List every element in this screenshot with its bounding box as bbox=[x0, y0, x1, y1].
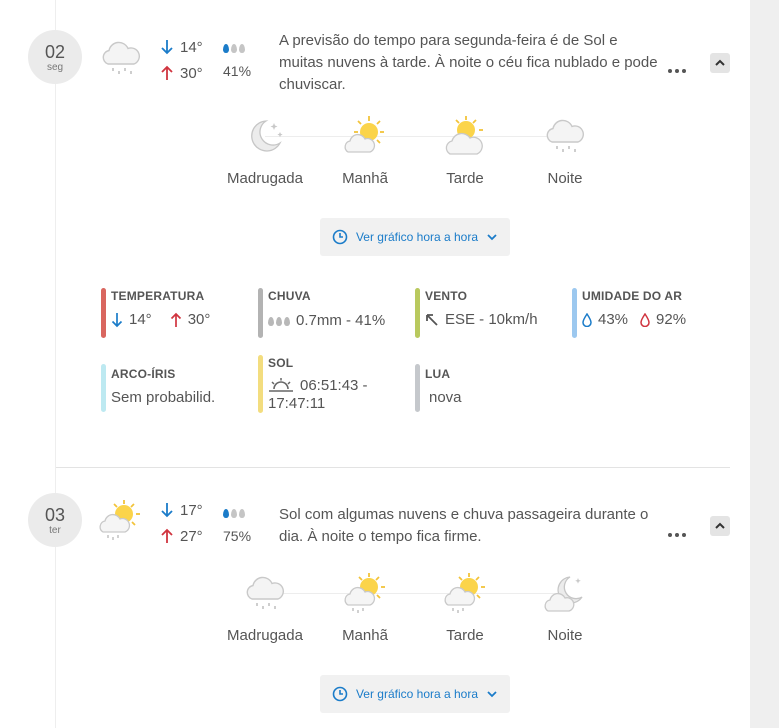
drop-outline-icon bbox=[640, 313, 650, 327]
detail-humidity bbox=[572, 288, 722, 338]
cloud-drizzle-icon bbox=[542, 114, 588, 160]
temperature-range bbox=[160, 497, 203, 549]
arrow-down-icon bbox=[160, 39, 174, 55]
humidity-min: 43% bbox=[598, 311, 629, 328]
sunrise-icon bbox=[268, 377, 294, 393]
moon-stars-icon bbox=[242, 114, 288, 160]
temp-max: 30° bbox=[187, 311, 211, 328]
date-number: 02 bbox=[44, 42, 66, 62]
period-madrugada bbox=[215, 571, 315, 644]
humidity-max: 92% bbox=[656, 311, 687, 328]
period-forecast bbox=[215, 571, 615, 651]
sun-cloud-icon bbox=[442, 114, 488, 160]
hourly-chart-label: Ver gráfico hora a hora bbox=[355, 687, 479, 701]
clock-icon bbox=[332, 686, 348, 702]
period-label: Manhã bbox=[342, 627, 388, 644]
sun-times: 06:51:43 - 17:47:11 bbox=[268, 377, 368, 412]
period-label: Madrugada bbox=[227, 627, 303, 644]
detail-title: UMIDADE DO AR bbox=[582, 289, 683, 303]
detail-value bbox=[582, 310, 722, 330]
rain-drops-icon bbox=[268, 310, 290, 332]
arrow-down-icon bbox=[111, 312, 123, 328]
chevron-up-icon bbox=[710, 516, 730, 536]
period-tarde bbox=[415, 114, 515, 187]
period-forecast bbox=[215, 114, 615, 194]
date-badge bbox=[28, 493, 82, 547]
cloud-drizzle-icon bbox=[242, 571, 288, 617]
period-label: Madrugada bbox=[227, 170, 303, 187]
temp-min: 17° bbox=[180, 501, 203, 519]
hourly-chart-button[interactable] bbox=[320, 675, 510, 713]
period-noite bbox=[515, 571, 615, 644]
detail-value bbox=[268, 310, 413, 332]
detail-value bbox=[111, 310, 251, 330]
arrow-up-icon bbox=[170, 312, 182, 328]
hourly-chart-button[interactable] bbox=[320, 218, 510, 256]
temp-max: 30° bbox=[180, 64, 203, 82]
period-manha bbox=[315, 114, 415, 187]
rain-value: 0.7mm - 41% bbox=[296, 312, 386, 329]
detail-title: ARCO-ÍRIS bbox=[111, 367, 176, 381]
drop-outline-icon bbox=[582, 313, 592, 327]
detail-title: VENTO bbox=[425, 289, 468, 303]
detail-temperature bbox=[101, 288, 251, 338]
chevron-up-icon bbox=[710, 53, 730, 73]
date-weekday: ter bbox=[49, 525, 61, 536]
date-badge bbox=[28, 30, 82, 84]
detail-value: Sem probabilid. bbox=[111, 389, 216, 406]
detail-rain bbox=[258, 288, 413, 338]
day-card bbox=[0, 468, 750, 728]
date-weekday: seg bbox=[46, 62, 64, 73]
cloud-drizzle-icon bbox=[98, 36, 144, 82]
sun-cloud-icon bbox=[342, 114, 388, 160]
detail-title: LUA bbox=[425, 367, 451, 381]
period-tarde bbox=[415, 571, 515, 644]
rain-prob-value: 75% bbox=[223, 528, 252, 544]
period-manha bbox=[315, 571, 415, 644]
forecast-summary: Sol com algumas nuvens e chuva passageira durante o dia. À noite o tempo fica firme. bbox=[279, 506, 649, 545]
wind-value: ESE - 10km/h bbox=[445, 311, 538, 328]
collapse-button[interactable] bbox=[710, 516, 730, 536]
page-gutter bbox=[750, 0, 779, 728]
hourly-chart-label: Ver gráfico hora a hora bbox=[355, 230, 479, 244]
detail-value: nova bbox=[429, 389, 462, 406]
rain-probability bbox=[223, 37, 251, 79]
temp-min: 14° bbox=[129, 311, 152, 328]
moon-cloud-icon bbox=[542, 571, 588, 617]
temp-max: 27° bbox=[180, 527, 203, 545]
chevron-down-icon bbox=[486, 688, 498, 700]
detail-wind bbox=[415, 288, 570, 338]
more-options-button[interactable] bbox=[668, 524, 692, 540]
clock-icon bbox=[332, 229, 348, 245]
sun-cloud-drizzle-icon bbox=[98, 498, 144, 544]
rain-probability bbox=[223, 502, 251, 544]
rain-drops-icon bbox=[223, 502, 251, 524]
period-label: Tarde bbox=[446, 170, 484, 187]
temperature-range bbox=[160, 34, 203, 86]
forecast-summary: A previsão do tempo para segunda-feira é de Sol e muitas nuvens à tarde. À noite o céu fica nublado e pode chuviscar. bbox=[279, 32, 658, 93]
wind-direction-icon bbox=[425, 313, 439, 327]
period-label: Tarde bbox=[446, 627, 484, 644]
sun-cloud-drizzle-icon bbox=[342, 571, 388, 617]
detail-title: SOL bbox=[268, 356, 294, 370]
temp-min: 14° bbox=[180, 38, 203, 56]
period-noite bbox=[515, 114, 615, 187]
detail-moon bbox=[415, 364, 565, 412]
chevron-down-icon bbox=[486, 231, 498, 243]
rain-drops-icon bbox=[223, 37, 251, 59]
detail-value bbox=[425, 310, 570, 330]
collapse-button[interactable] bbox=[710, 53, 730, 73]
arrow-up-icon bbox=[160, 65, 174, 81]
date-number: 03 bbox=[44, 505, 66, 525]
period-label: Noite bbox=[547, 627, 583, 644]
detail-rainbow bbox=[101, 364, 251, 412]
detail-title: TEMPERATURA bbox=[111, 289, 205, 303]
arrow-down-icon bbox=[160, 502, 174, 518]
more-options-button[interactable] bbox=[668, 60, 692, 76]
period-label: Manhã bbox=[342, 170, 388, 187]
sun-cloud-drizzle-icon bbox=[442, 571, 488, 617]
period-label: Noite bbox=[547, 170, 583, 187]
rain-prob-value: 41% bbox=[223, 63, 252, 79]
detail-sun bbox=[258, 355, 413, 413]
period-madrugada bbox=[215, 114, 315, 187]
arrow-up-icon bbox=[160, 528, 174, 544]
detail-title: CHUVA bbox=[268, 289, 311, 303]
